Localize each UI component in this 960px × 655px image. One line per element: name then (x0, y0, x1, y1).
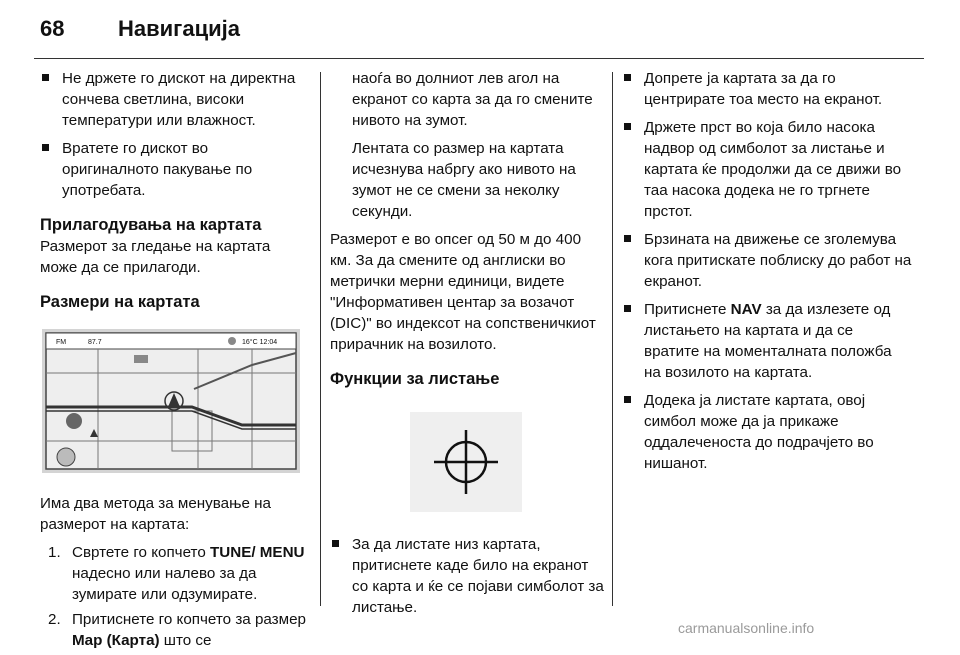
bullet-square-icon (624, 396, 631, 403)
column-3 (622, 68, 912, 481)
step-continuation: наоѓа во долниот лев агол на екранот со карта за да го смените нивото на зумот. (352, 70, 593, 129)
header-divider (34, 58, 924, 59)
column-2 (330, 68, 606, 625)
column-1 (40, 68, 308, 655)
bullet-item: Притиснете NAV за да излезете од листањето на картата и да се вратите на моменталната положба на возилото на картата. (622, 299, 912, 383)
bullet-square-icon (624, 235, 631, 242)
page-number: 68 (40, 16, 65, 41)
nav-key-label: NAV (730, 301, 762, 318)
numbered-step: 2. Притиснете го копчето за размер Map (Карта) што се (48, 611, 306, 649)
bullet-item: Држете прст во која било насока надвор од симболот за листање и картата ќе продолжи да се движи во таа насока додека не го тргнете прстот. (622, 117, 912, 222)
map-status-label: 16°C 12:04 (242, 339, 278, 346)
bullet-square-icon (332, 540, 339, 547)
bullet-square-icon (624, 305, 631, 312)
map-band-label: FM (56, 339, 67, 346)
map-screen-illustration (42, 329, 300, 473)
map-illustration (42, 329, 300, 473)
column-divider-1 (320, 72, 321, 606)
section-intro: Размерот за гледање на картата може да се прилагоди. (40, 238, 271, 276)
scale-range-text: Размерот е во опсег од 50 м до 400 км. За да смените од англиски во метрички мерни единици, видете "Информативен центар за возачот (DIC)" во индексот на сопственичкиот прирачник на возилото. (330, 231, 596, 353)
bullet-item: Додека ја листате картата, овој симбол може да ја прикаже оддалеченоста до подрачјето во нишанот. (622, 390, 912, 474)
methods-text: Има два метода за менување на размерот на картата: (40, 495, 271, 533)
bullet-item: За да листате низ картата, притиснете каде било на екранот со карта и ќе се појави симболот за листање. (330, 534, 606, 618)
section-heading: Прилагодувања на картата (40, 216, 262, 234)
bullet-square-icon (624, 74, 631, 81)
page-header (0, 0, 960, 60)
scroll-symbol-illustration (410, 412, 522, 512)
bullet-item: Брзината на движење се зголемува кога притискате поблиску до работ на екранот. (622, 229, 912, 292)
map-frequency-label: 87.7 (88, 339, 102, 346)
scale-bar-note: Лентата со размер на картата исчезнува набргу ако нивото на зумот не се смени за неколку секунди. (352, 140, 576, 220)
bullet-square-icon (624, 123, 631, 130)
subsection-heading: Размери на картата (40, 293, 200, 311)
crosshair-icon (410, 412, 522, 512)
bullet-square-icon (42, 144, 49, 151)
bullet-item: Допрете ја картата за да го центрирате тоа место на екранот. (622, 68, 912, 110)
watermark: carmanualsonline.info (678, 620, 815, 636)
column-divider-2 (612, 72, 613, 606)
page-title: Навигација (118, 16, 240, 41)
bullet-item: Вратете го дискот во оригиналното пакување по употребата. (40, 138, 308, 201)
bullet-square-icon (42, 74, 49, 81)
numbered-step: 1. Свртете го копчето TUNE/ MENU надесно или налево за да зумирате или одзумирате. (48, 544, 305, 603)
bullet-item: Не држете го дискот на директна сончева светлина, високи температури или влажност. (40, 68, 308, 131)
section-heading: Функции за листање (330, 370, 500, 388)
